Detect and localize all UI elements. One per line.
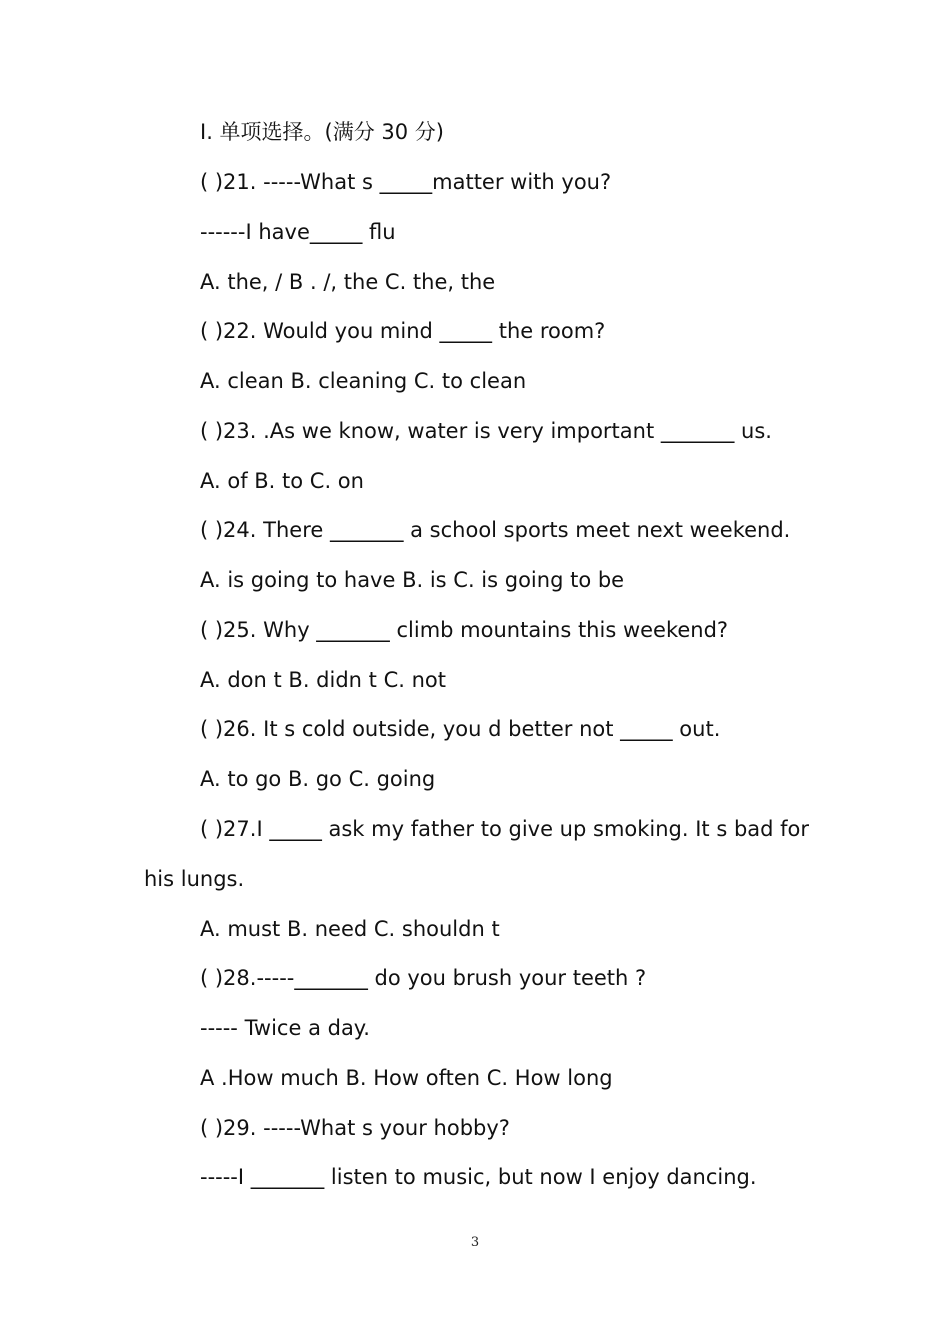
question-22-options: A. clean B. cleaning C. to clean [200, 369, 527, 393]
question-24-options: A. is going to have B. is C. is going to be [200, 568, 625, 592]
section-heading: Ⅰ. 单项选择。(满分 30 分) [200, 120, 445, 144]
question-29: ( )29. -----What s your hobby? [200, 1116, 510, 1140]
question-27-options: A. must B. need C. shouldn t [200, 917, 500, 941]
question-21: ( )21. -----What s _____matter with you? [200, 170, 612, 194]
question-29-answer-line: -----I _______ listen to music, but now I enjoy dancing. [200, 1165, 757, 1189]
question-27-continuation: his lungs. [144, 867, 245, 891]
page-number: 3 [470, 1235, 480, 1250]
question-22: ( )22. Would you mind _____ the room? [200, 319, 606, 343]
question-26-options: A. to go B. go C. going [200, 767, 436, 791]
question-23: ( )23. .As we know, water is very important _______ us. [200, 419, 772, 443]
question-25-options: A. don t B. didn t C. not [200, 668, 446, 692]
question-27: ( )27.I _____ ask my father to give up smoking. It s bad for [200, 817, 810, 841]
question-28: ( )28.-----_______ do you brush your teeth ? [200, 966, 647, 990]
question-21-answer-line: ------I have_____ flu [200, 220, 396, 244]
question-28-options: A .How much B. How often C. How long [200, 1066, 613, 1090]
question-24: ( )24. There _______ a school sports meet next weekend. [200, 518, 791, 542]
question-26: ( )26. It s cold outside, you d better not _____ out. [200, 717, 721, 741]
question-21-options: A. the, / B . /, the C. the, the [200, 270, 496, 294]
question-23-options: A. of B. to C. on [200, 469, 364, 493]
question-28-answer-line: ----- Twice a day. [200, 1016, 370, 1040]
question-25: ( )25. Why _______ climb mountains this weekend? [200, 618, 729, 642]
